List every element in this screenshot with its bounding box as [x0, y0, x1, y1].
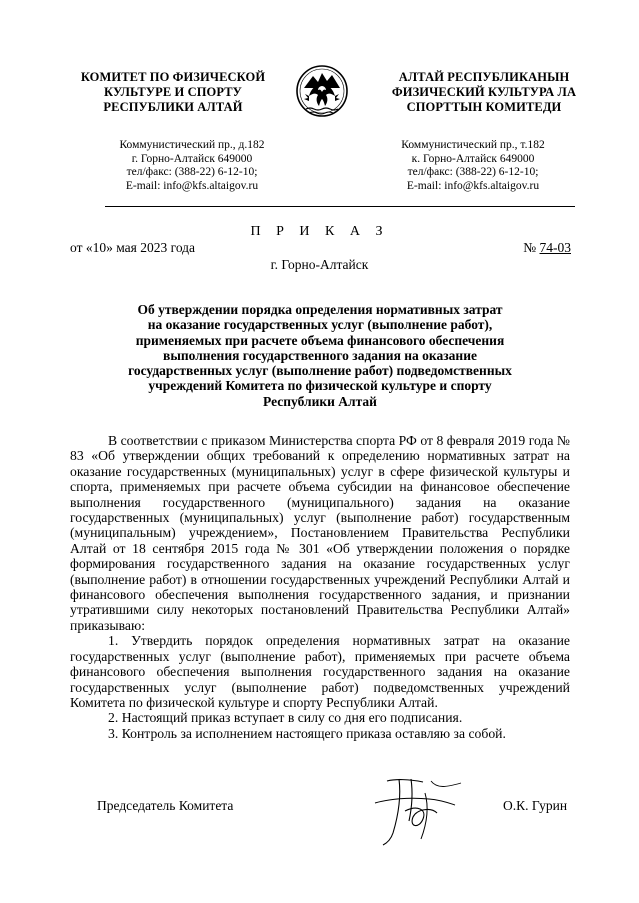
address-line: г. Горно-Алтайск 649000	[131, 152, 253, 165]
address-line: тел/факс: (388-22) 6-12-10;	[126, 166, 258, 178]
title-line: государственных услуг (выполнение работ) подведомственных	[128, 363, 512, 379]
header-left-line: КОМИТЕТ ПО ФИЗИЧЕСКОЙ	[80, 70, 266, 84]
signatory-name: О.К. Гурин	[503, 798, 568, 813]
header-right-line: СПОРТТЫН КОМИТЕДИ	[406, 100, 562, 114]
title-line: Республики Алтай	[263, 393, 377, 409]
header-divider	[105, 206, 575, 207]
address-email: E-mail: info@kfs.altaigov.ru	[125, 179, 259, 192]
header-right-line: ФИЗИЧЕСКИЙ КУЛЬТУРА ЛА	[391, 85, 577, 99]
altai-republic-coat-of-arms-icon	[296, 62, 348, 120]
order-heading: П Р И К А З	[250, 224, 389, 239]
header-left-line: КУЛЬТУРЕ И СПОРТУ	[104, 85, 242, 99]
order-item-3: 3. Контроль за исполнением настоящего приказа оставляю за собой.	[108, 725, 506, 741]
signatory-position: Председатель Комитета	[97, 798, 234, 813]
title-line: Об утверждении порядка определения нормативных затрат	[137, 302, 503, 317]
header-right-address	[378, 139, 568, 193]
address-line: Коммунистический пр., д.182	[119, 139, 265, 151]
address-line: Коммунистический пр., т.182	[401, 139, 545, 151]
title-line: учреждений Комитета по физической культуре и спорту	[148, 378, 492, 394]
order-number-prefix: №	[523, 240, 540, 255]
address-email: E-mail: info@kfs.altaigov.ru	[406, 179, 540, 192]
header-left-organization	[73, 70, 273, 115]
header-right-organization	[384, 70, 584, 115]
handwritten-signature-icon	[365, 773, 475, 849]
order-body	[70, 433, 570, 741]
order-number-value: 74-03	[539, 240, 571, 255]
header-left-line: РЕСПУБЛИКИ АЛТАЙ	[103, 100, 243, 114]
title-line: выполнения государственного задания на оказание	[163, 347, 477, 363]
order-date: от «10» мая 2023 года	[70, 240, 196, 255]
order-item-1: 1. Утвердить порядок определения нормативных затрат на оказание государственных услуг (выполнение работ), применяемых при расчете объема финансового обеспечения выполнения государственного задания на оказание государственных услуг (выполнение работ) подведомственных учреждений Комитета по физической культуре и спорту Республики Алтай.	[70, 633, 570, 710]
order-city: г. Горно-Алтайск	[270, 257, 369, 272]
title-line: на оказание государственных услуг (выполнение работ),	[147, 317, 493, 333]
order-title	[110, 302, 530, 409]
address-line: к. Горно-Алтайск 649000	[411, 152, 535, 165]
order-item-2: 2. Настоящий приказ вступает в силу со дня его подписания.	[108, 710, 463, 726]
preamble-paragraph: В соответствии с приказом Министерства спорта РФ от 8 февраля 2019 года № 83 «Об утверждении общих требований к определению нормативных затрат на оказание государственных (муниципальных) услуг в сфере физической культуры и спорта, применяемых при расчете объема субсидии на финансовое обеспечение выполнения государственного (муниципального) задания на оказание государственных (муниципальных) услуг (выполнение работ) государственным (муниципальным) учреждением», Постановлением Правительства Республики Алтай от 18 сентября 2015 года № 301 «Об утверждении положения о порядке формирования государственного задания на оказание государственных услуг (выполнение работ) в отношении государственных учреждений Республики Алтай и финансового обеспечения выполнения государственного задания, и признании утратившими силу некоторых постановлений Правительства Республики Алтай» приказываю:	[70, 433, 570, 633]
header-right-line: АЛТАЙ РЕСПУБЛИКАНЫН	[398, 70, 570, 84]
header-left-address	[97, 139, 287, 193]
title-line: применяемых при расчете объема финансового обеспечения	[135, 332, 505, 348]
order-number	[523, 240, 571, 256]
address-line: тел/факс: (388-22) 6-12-10;	[407, 166, 539, 178]
